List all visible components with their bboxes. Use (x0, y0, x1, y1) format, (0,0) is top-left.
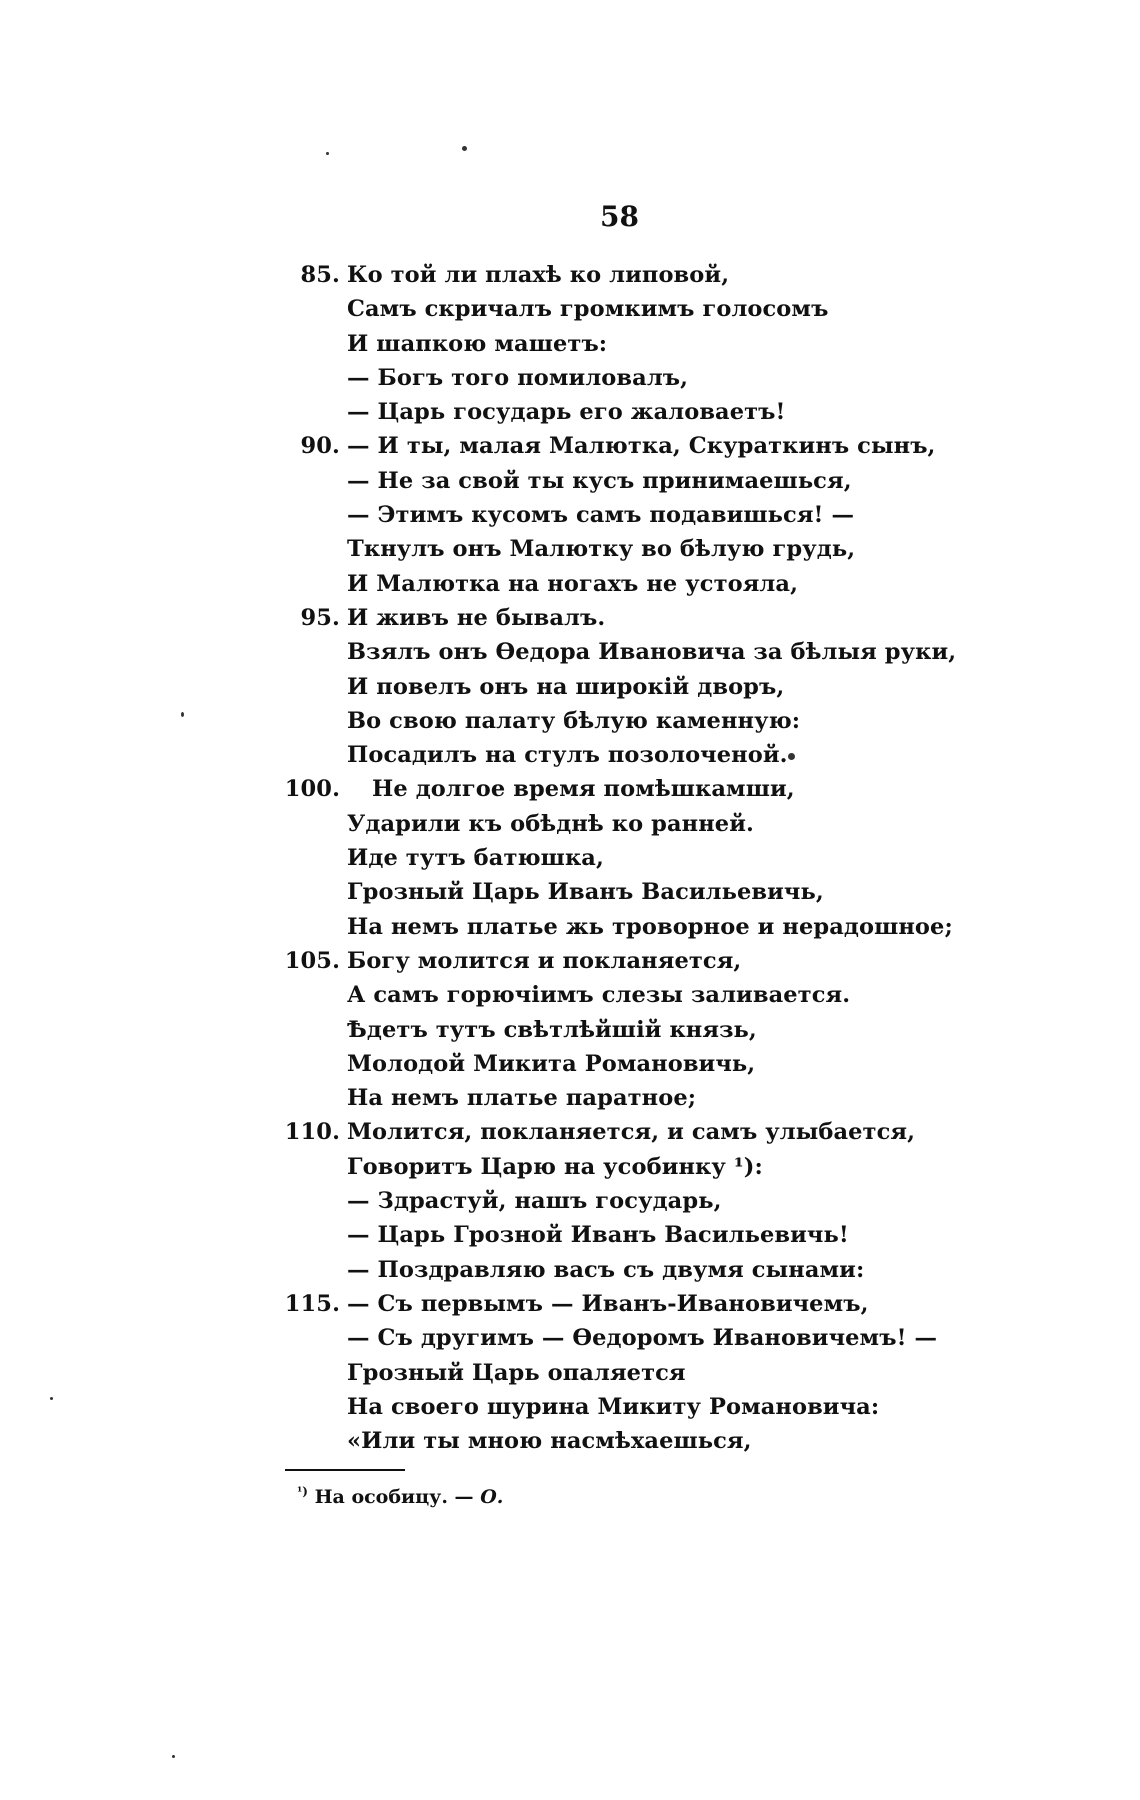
poem-line (260, 875, 960, 909)
line-text (347, 1253, 864, 1287)
line-text (347, 1321, 937, 1355)
line-text (347, 1424, 752, 1458)
line-text-content: На немъ платье паратное; (347, 1085, 697, 1112)
line-text-content: — И ты, малая Малютка, Скураткинъ сынъ, (347, 433, 936, 460)
line-text (347, 944, 741, 978)
line-text-content: И повелъ онъ на широкій дворъ, (347, 673, 785, 700)
line-text-content: Ко той ли плахѣ ко липовой, (347, 262, 730, 288)
poem-line (260, 532, 960, 566)
scan-speck (462, 146, 467, 151)
line-text-content: — Съ другимъ — Ѳедоромъ Ивановичемъ! — (347, 1325, 938, 1352)
line-text-content: Самъ скричалъ громкимъ голосомъ (347, 296, 829, 323)
line-text (347, 841, 604, 875)
line-text (347, 1390, 879, 1424)
line-text-content: — Поздравляю васъ съ двумя сынами: (347, 1256, 865, 1283)
line-text (347, 1013, 757, 1047)
line-text-content: — Царь государь его жаловаетъ! (347, 399, 786, 426)
poem-text (260, 258, 960, 1458)
line-text (347, 807, 754, 841)
line-text (347, 1184, 722, 1218)
poem-line (260, 1081, 960, 1115)
line-text (372, 772, 795, 806)
line-text-content: Посадилъ на стулъ позолоченой. (347, 742, 788, 769)
line-text (347, 670, 784, 704)
poem-line (260, 841, 960, 875)
line-text (347, 395, 786, 429)
line-text-content: Не долгое время помѣшкамши, (372, 776, 795, 803)
line-text (347, 978, 850, 1012)
poem-line (260, 1047, 960, 1081)
line-text-content: Ударили къ обѣднѣ ко ранней. (347, 810, 754, 837)
line-text (347, 1287, 869, 1321)
poem-line (260, 292, 960, 326)
line-text (347, 258, 729, 292)
line-text-content: Богу молится и покланяется, (347, 947, 742, 974)
line-text-content: Говоритъ Царю на усобинку (347, 1153, 726, 1180)
line-text-content: — Здрастуй, нашъ государь, (347, 1188, 722, 1215)
line-text (347, 1218, 849, 1252)
poem-line (260, 258, 960, 292)
line-number: 85. (300, 262, 340, 288)
line-text (347, 1115, 915, 1149)
poem-line (260, 1287, 960, 1321)
poem-line (260, 1115, 960, 1149)
poem-line (260, 327, 960, 361)
line-text (347, 1356, 686, 1390)
line-text-content: И шапкою машетъ: (347, 330, 608, 357)
line-text-content: «Или ты мною насмѣхаешься, (347, 1428, 752, 1455)
line-text-content: И живъ не бывалъ. (347, 604, 606, 631)
line-text-content: — Этимъ кусомъ самъ подавишься! — (347, 502, 855, 529)
line-text-content: Взялъ онъ Ѳедора Ивановича за бѣлыя руки, (347, 639, 957, 666)
poem-line (260, 1218, 960, 1252)
line-text-content: — Царь Грозной Иванъ Васильевичь! (347, 1222, 849, 1249)
line-number: 110. (284, 1119, 340, 1146)
line-text-content: — Съ первымъ — Иванъ-Ивановичемъ, (347, 1290, 869, 1317)
line-text-content: Иде тутъ батюшка, (347, 845, 604, 872)
scan-speck (181, 712, 184, 717)
line-text (347, 1081, 696, 1115)
poem-line (260, 464, 960, 498)
footnote (297, 1486, 503, 1508)
poem-line (260, 1253, 960, 1287)
poem-line (260, 635, 960, 669)
line-number: 105. (284, 947, 340, 974)
poem-line (260, 910, 960, 944)
line-text (347, 1047, 755, 1081)
footnote-reference: ¹): (733, 1153, 763, 1180)
line-text-content: На своего шурина Микиту Романовича: (347, 1393, 880, 1420)
scan-speck (50, 1397, 53, 1400)
footnote-text: На особицу. — (314, 1486, 474, 1508)
poem-line (260, 1424, 960, 1458)
poem-line (260, 704, 960, 738)
line-number: 100. (284, 776, 340, 803)
line-text-content: А самъ горючіимъ слезы заливается. (347, 982, 851, 1009)
poem-line (260, 429, 960, 463)
poem-line (260, 395, 960, 429)
line-text-content: Ѣдетъ тутъ свѣтлѣйшій князь, (347, 1016, 757, 1043)
poem-line (260, 1390, 960, 1424)
poem-line (260, 567, 960, 601)
poem-line (260, 361, 960, 395)
line-text-content: Ткнулъ онъ Малютку во бѣлую грудь, (347, 536, 856, 563)
line-number: 90. (300, 433, 340, 460)
line-text-content: Молодой Микита Романовичь, (347, 1050, 756, 1077)
line-text (347, 875, 824, 909)
footnote-marker: ¹) (297, 1484, 308, 1499)
scan-speck (326, 152, 329, 155)
scan-speck (172, 1755, 175, 1758)
poem-line (260, 807, 960, 841)
line-text (347, 464, 852, 498)
poem-line (260, 1184, 960, 1218)
poem-line (260, 1321, 960, 1355)
line-text-content: — Богъ того помиловалъ, (347, 364, 689, 391)
line-text-content: — Не за свой ты кусъ принимаешься, (347, 467, 852, 494)
footnote-rule (285, 1469, 405, 1471)
line-text-content: На немъ платье жь троворное и нерадошное; (347, 913, 953, 940)
line-text-content: И Малютка на ногахъ не устояла, (347, 570, 799, 597)
poem-line (260, 1013, 960, 1047)
line-number: 115. (284, 1290, 340, 1317)
line-text (347, 567, 798, 601)
line-text (347, 738, 788, 772)
line-text (347, 1150, 763, 1184)
poem-line (260, 772, 960, 806)
line-text (347, 532, 855, 566)
poem-line (260, 498, 960, 532)
poem-line (260, 1356, 960, 1390)
page-number: 58 (600, 200, 639, 233)
line-text (347, 327, 607, 361)
line-text (347, 361, 688, 395)
line-text-content: Грозный Царь Иванъ Васильевичь, (347, 879, 824, 906)
line-text (347, 601, 605, 635)
footnote-source: О. (480, 1486, 504, 1508)
poem-line (260, 944, 960, 978)
line-text (347, 635, 956, 669)
line-text (347, 429, 936, 463)
line-text (347, 292, 828, 326)
line-text (347, 704, 800, 738)
poem-line (260, 738, 960, 772)
line-text-content: Молится, покланяется, и самъ улыбается, (347, 1119, 916, 1146)
line-number: 95. (300, 604, 340, 631)
line-text (347, 910, 953, 944)
poem-line (260, 978, 960, 1012)
poem-line (260, 601, 960, 635)
line-text-content: Грозный Царь опаляется (347, 1359, 686, 1386)
scan-speck (788, 753, 795, 760)
line-text-content: Во свою палату бѣлую каменную: (347, 707, 801, 734)
poem-line (260, 670, 960, 704)
poem-line (260, 1150, 960, 1184)
line-text (347, 498, 854, 532)
